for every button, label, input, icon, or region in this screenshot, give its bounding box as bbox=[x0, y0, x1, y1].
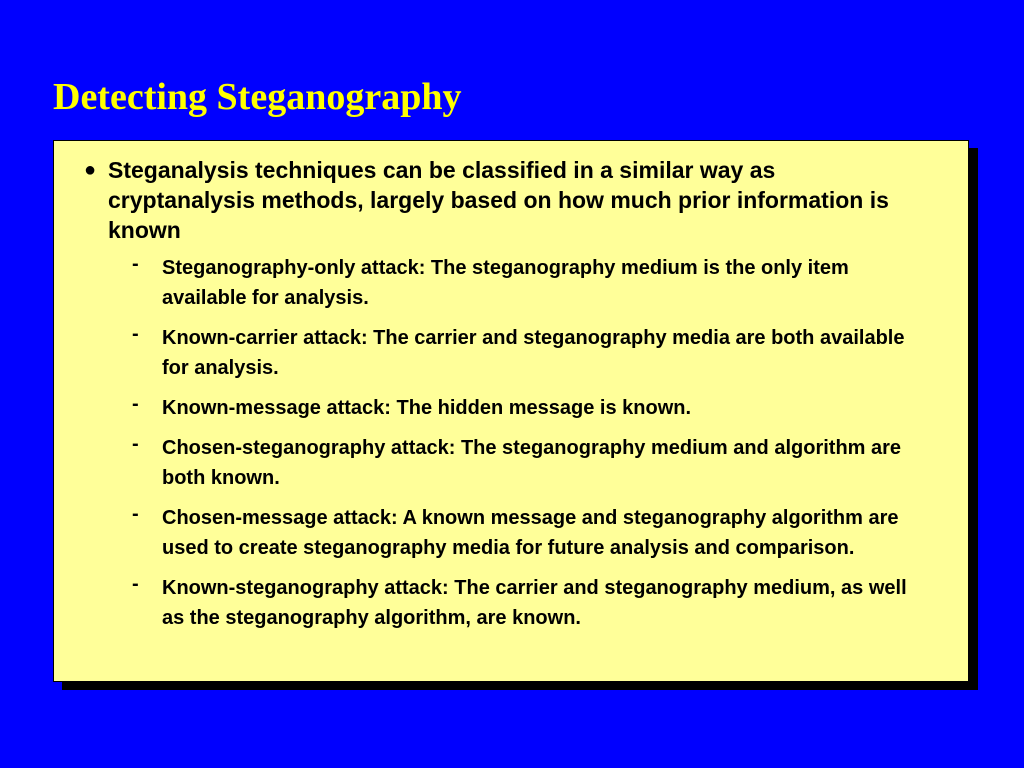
sub-bullet-list bbox=[132, 253, 942, 643]
sub-bullet-item bbox=[132, 323, 942, 383]
sub-bullet-item bbox=[132, 433, 942, 493]
sub-bullet-text: Known-message attack: The hidden message is known. bbox=[162, 397, 692, 419]
bullet-dot-icon: ● bbox=[84, 159, 97, 181]
sub-bullet-text: Steganography-only attack: The steganography medium is the only item available for analysis. bbox=[162, 257, 849, 309]
content-panel bbox=[53, 140, 969, 682]
sub-bullet-item bbox=[132, 503, 942, 563]
sub-bullet-text: Known-steganography attack: The carrier and steganography medium, as well as the steganography algorithm, are known. bbox=[162, 577, 907, 629]
sub-bullet-text: Chosen-message attack: A known message and steganography algorithm are used to create steganography media for future analysis and comparison. bbox=[162, 507, 899, 559]
dash-icon: - bbox=[132, 393, 139, 415]
dash-icon: - bbox=[132, 323, 139, 345]
sub-bullet-item bbox=[132, 573, 942, 633]
dash-icon: - bbox=[132, 503, 139, 525]
sub-bullet-item bbox=[132, 253, 942, 313]
dash-icon: - bbox=[132, 573, 139, 595]
dash-icon: - bbox=[132, 253, 139, 275]
dash-icon: - bbox=[132, 433, 139, 455]
sub-bullet-item bbox=[132, 393, 942, 423]
sub-bullet-text: Known-carrier attack: The carrier and steganography media are both available for analysis. bbox=[162, 327, 905, 379]
sub-bullet-text: Chosen-steganography attack: The steganography medium and algorithm are both known. bbox=[162, 437, 902, 489]
slide-title: Detecting Steganography bbox=[53, 76, 462, 118]
main-bullet-text: Steganalysis techniques can be classified in a similar way as cryptanalysis methods, largely based on how much prior information is known bbox=[108, 157, 889, 243]
